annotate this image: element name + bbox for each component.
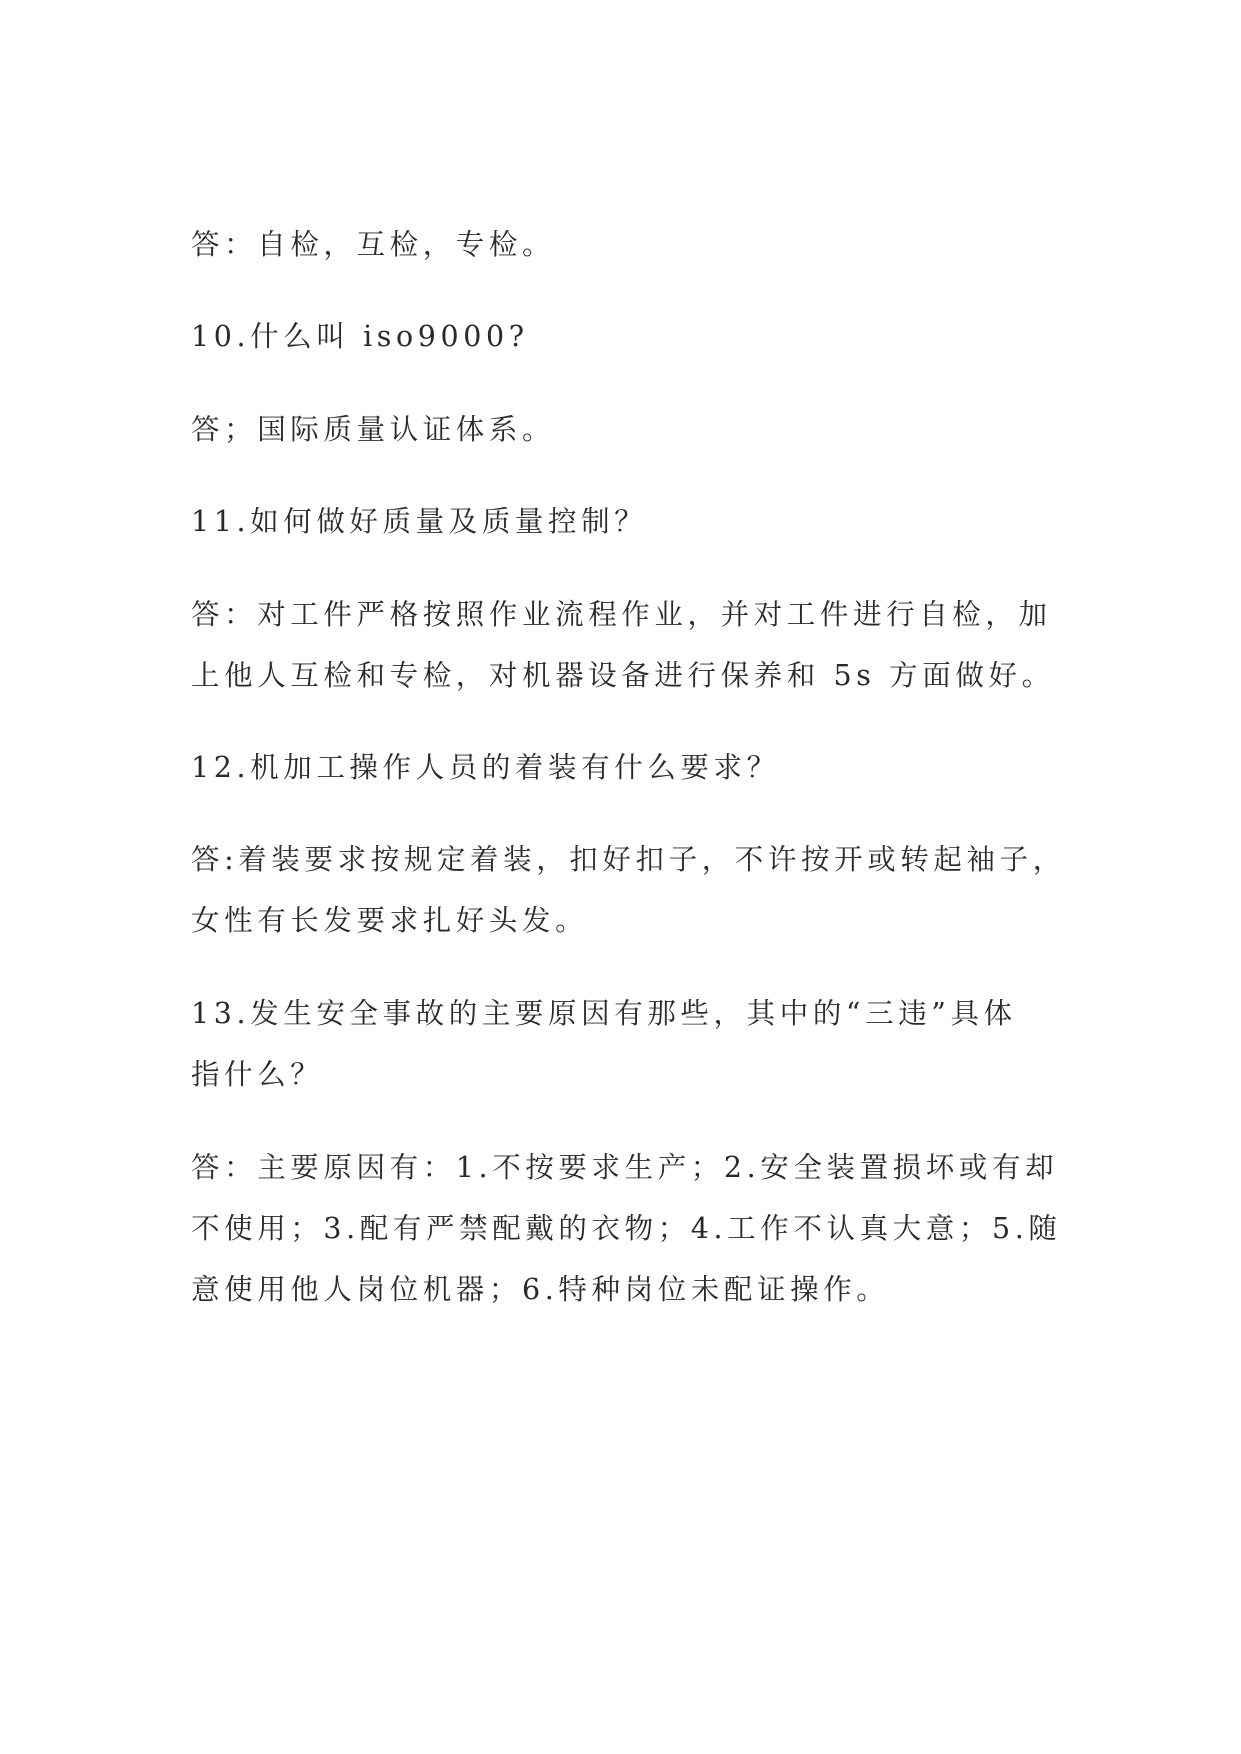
answer-12 xyxy=(191,829,1066,951)
text-line: 答；国际质量认证体系。 xyxy=(191,413,556,446)
question-13 xyxy=(191,983,1061,1105)
answer-13 xyxy=(191,1137,1061,1320)
text-line: 上他人互检和专检，对机器设备进行保养和 5s 方面做好。 xyxy=(191,659,1055,692)
question-11 xyxy=(191,491,1061,552)
question-10 xyxy=(191,306,1061,367)
text-line: 答：自检，互检，专检。 xyxy=(191,228,556,261)
text-line: 答：主要原因有：1.不按要求生产；2.安全装置损坏或有却 xyxy=(191,1151,1059,1184)
text-line: 答：对工件严格按照作业流程作业，并对工件进行自检，加 xyxy=(191,598,1052,631)
text-line: 意使用他人岗位机器；6.特种岗位未配证操作。 xyxy=(191,1273,890,1306)
answer-11 xyxy=(191,584,1061,706)
text-line: 女性有长发要求扎好头发。 xyxy=(191,904,589,937)
text-line: 不使用；3.配有严禁配戴的衣物；4.工作不认真大意；5.随 xyxy=(191,1212,1062,1245)
text-line: 13.发生安全事故的主要原因有那些，其中的“三违”具体 xyxy=(191,997,1017,1030)
answer-9 xyxy=(191,214,1061,275)
text-line: 指什么？ xyxy=(191,1058,324,1091)
answer-10 xyxy=(191,399,1061,460)
text-line: 11.如何做好质量及质量控制？ xyxy=(191,505,648,538)
text-line: 10.什么叫 iso9000? xyxy=(191,320,529,353)
question-12 xyxy=(191,737,1061,798)
text-line: 答:着装要求按规定着装，扣好扣子，不许按开或转起袖子， xyxy=(191,843,1066,876)
text-line: 12.机加工操作人员的着装有什么要求？ xyxy=(191,751,780,784)
